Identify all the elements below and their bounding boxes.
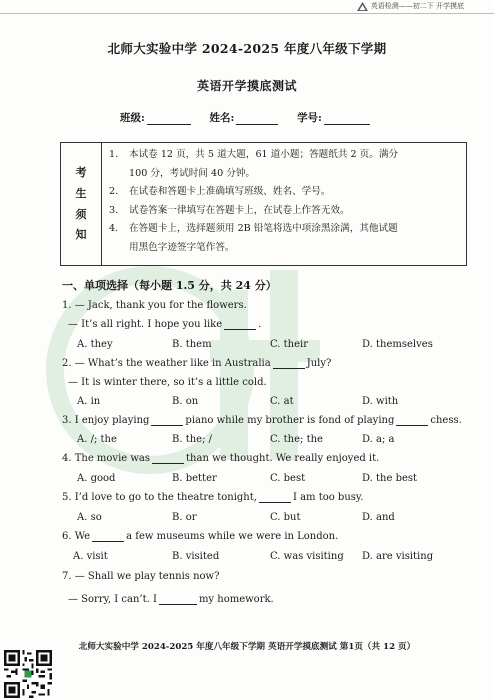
answer-blank: [273, 358, 305, 369]
option: B. or: [172, 512, 197, 523]
question-text: I am too busy.: [292, 492, 364, 503]
question-7-reply: [68, 594, 274, 605]
question-5-options: [77, 512, 457, 526]
page-header-strip: [0, 0, 494, 14]
option: A. /; the: [77, 434, 117, 445]
class-blank: [147, 113, 191, 125]
section-title: 一、单项选择（每小题 1.5 分，共 24 分）: [62, 279, 277, 292]
question-text: — It is winter there, so it’s a little cold.: [68, 377, 267, 388]
option: D. with: [362, 396, 399, 407]
notice-heading: [61, 143, 102, 265]
notice-heading-char: 须: [75, 208, 87, 221]
option: B. the; /: [172, 434, 212, 445]
id-blank: [324, 113, 370, 125]
question-text: 5. I’d love to go to the theatre tonight,: [62, 492, 257, 503]
header-right: [357, 1, 464, 11]
answer-blank: [152, 453, 184, 464]
notice-item-line: 试卷答案一律填写在答题卡上，在试卷上作答无效。: [129, 204, 350, 216]
option: C. best: [270, 473, 306, 484]
id-label: 学号:: [297, 112, 322, 124]
option: D. and: [362, 512, 395, 523]
answer-blank: [396, 415, 428, 426]
option: D. a; a: [362, 434, 395, 445]
answer-blank: [151, 415, 183, 426]
question-text: .: [258, 319, 262, 330]
option: B. visited: [172, 551, 220, 562]
notice-item: [109, 146, 464, 183]
question-2-reply: [68, 377, 267, 388]
question-2-stem: [62, 358, 331, 369]
question-text: July?: [306, 358, 332, 369]
notice-items: [109, 146, 464, 257]
notice-item-number: 4.: [109, 223, 119, 234]
answer-blank: [159, 594, 197, 605]
option: B. better: [172, 473, 217, 484]
notice-item: [109, 183, 464, 202]
question-text: — Sorry, I can’t. I: [68, 594, 157, 605]
option: B. them: [172, 339, 212, 350]
question-text: chess.: [430, 415, 462, 426]
student-info-line: [0, 110, 494, 125]
option: A. visit: [73, 551, 108, 562]
page-footer: 北师大实验中学 2024-2025 年度八年级下学期 英语开学摸底测试 第1页（共 12 页）: [78, 642, 416, 652]
header-text: 英语检测——初二下 开学摸底: [370, 2, 464, 10]
notice-item-line: 在试卷和答题卡上准确填写班级、姓名、学号。: [129, 186, 331, 197]
notice-item-line: 在答题卡上，选择题须用 2B 铅笔将选中项涂黑涂满，其他试题: [129, 223, 398, 234]
notice-item-line: 本试卷 12 页，共 5 道大题，61 道小题；答题纸共 2 页。满分: [129, 149, 399, 160]
page-subtitle: 英语开学摸底测试: [196, 79, 297, 93]
answer-blank: [92, 531, 124, 542]
option: A. good: [77, 473, 116, 484]
question-text: — It’s all right. I hope you like: [68, 319, 223, 330]
option: D. themselves: [362, 339, 433, 350]
notice-item-line: 100 分，考试时间 40 分钟。: [129, 167, 256, 179]
question-text: 1. — Jack, thank you for the flowers.: [62, 300, 247, 311]
notice-heading-char: 生: [75, 187, 87, 200]
name-blank: [236, 113, 278, 125]
question-6-stem: [62, 531, 338, 542]
name-label: 姓名:: [209, 112, 235, 124]
notice-item: [109, 220, 464, 257]
question-text: a few museums while we were in London.: [126, 531, 339, 542]
question-3-stem: [62, 415, 462, 426]
question-text: 4. The movie was: [62, 453, 151, 464]
option: D. are visiting: [362, 551, 434, 562]
option: A. they: [77, 339, 113, 350]
question-text: piano while my brother is fond of playing: [185, 415, 395, 426]
question-1-reply: [68, 319, 261, 330]
question-text: 7. — Shall we play tennis now?: [62, 571, 220, 582]
question-text: 2. — What’s the weather like in Australia: [62, 358, 271, 369]
option: A. in: [77, 396, 101, 407]
question-1-options: [77, 339, 457, 353]
option: C. the; the: [270, 434, 323, 445]
class-label: 班级:: [120, 112, 145, 124]
notice-item: [109, 202, 464, 221]
notice-item-number: 2.: [109, 186, 119, 197]
question-3-options: [77, 434, 457, 448]
question-4-stem: [62, 453, 379, 464]
option: C. at: [270, 396, 294, 407]
option: B. on: [172, 396, 199, 407]
answer-blank: [259, 492, 291, 503]
question-text: 3. I enjoy playing: [62, 415, 150, 426]
question-4-options: [77, 473, 457, 487]
option: D. the best: [362, 473, 418, 484]
question-text: than we thought. We really enjoyed it.: [186, 453, 380, 464]
notice-box: [60, 142, 467, 266]
answer-blank: [224, 319, 256, 330]
question-7-stem: [62, 571, 219, 582]
notice-item-number: 3.: [109, 204, 119, 216]
notice-item-number: 1.: [109, 149, 119, 160]
question-1-stem: [62, 300, 247, 311]
question-text: my homework.: [198, 594, 274, 605]
option: C. their: [270, 339, 309, 350]
notice-item-line: 用黑色字迹签字笔作答。: [129, 241, 235, 253]
question-2-options: [77, 396, 457, 410]
page-title: 北师大实验中学 2024-2025 年度八年级下学期: [107, 41, 387, 56]
option: C. was visiting: [270, 551, 344, 562]
question-text: 6. We: [62, 531, 91, 542]
question-6-options: [73, 551, 457, 565]
notice-heading-char: 知: [75, 228, 87, 241]
logo-icon: [357, 2, 368, 11]
option: A. so: [77, 512, 102, 523]
question-5-stem: [62, 492, 363, 503]
qr-code-icon: [4, 650, 52, 698]
option: C. but: [270, 512, 301, 523]
notice-heading-char: 考: [75, 166, 87, 179]
